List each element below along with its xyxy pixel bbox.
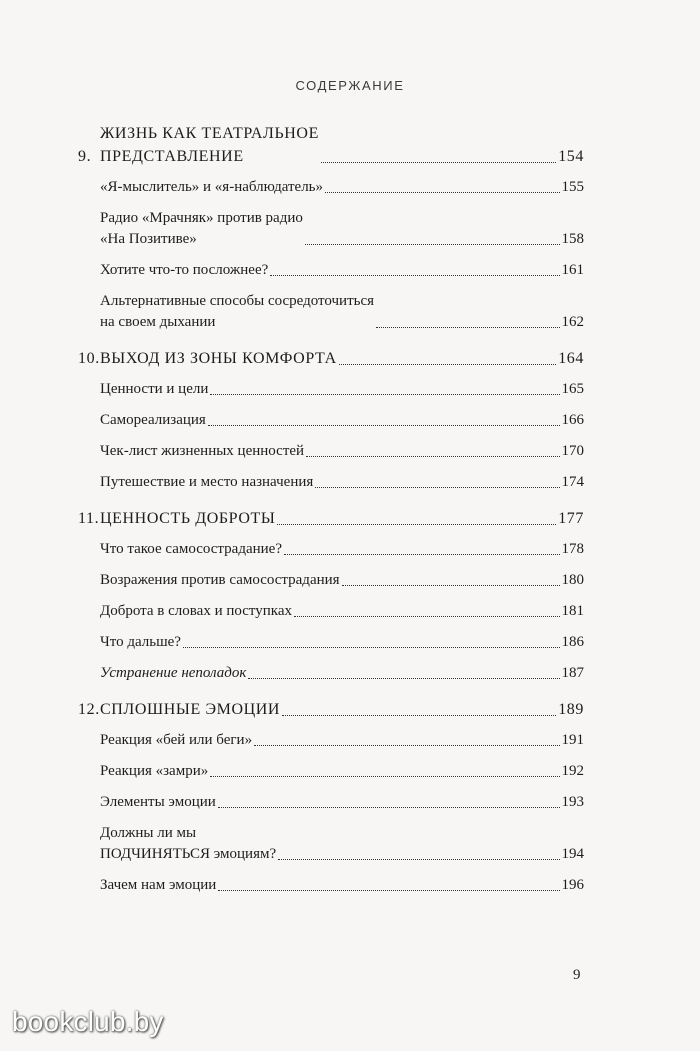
page-header: СОДЕРЖАНИЕ — [295, 78, 405, 93]
dot-leader — [376, 327, 559, 328]
entry-page: 155 — [561, 179, 584, 195]
chapter-title: ЖИЗНЬ КАК ТЕАТРАЛЬНОЕ ПРЕДСТАВЛЕНИЕ — [100, 125, 319, 165]
dot-leader — [183, 647, 560, 648]
toc-chapter — [78, 698, 584, 896]
chapter-title-row[interactable] — [78, 122, 584, 168]
chapter-title: ЦЕННОСТЬ ДОБРОТЫ — [100, 510, 276, 527]
dot-leader — [325, 192, 559, 193]
toc-entry[interactable] — [100, 823, 584, 865]
entry-title: Ценности и цели — [100, 381, 209, 397]
chapter-title-row[interactable] — [78, 698, 584, 721]
entry-title: Зачем нам эмоции — [100, 877, 217, 893]
toc-entry[interactable] — [100, 379, 584, 400]
toc-entry[interactable] — [100, 632, 584, 653]
chapter-title-row[interactable] — [78, 347, 584, 370]
dot-leader — [210, 776, 559, 777]
entry-page: 192 — [561, 763, 584, 779]
entry-title: Возражения против самосострадания — [100, 572, 340, 588]
toc-entry[interactable] — [100, 410, 584, 431]
entry-title: Самореализация — [100, 412, 206, 428]
dot-leader — [270, 275, 559, 276]
dot-leader — [210, 394, 559, 395]
entry-page: 170 — [561, 443, 584, 459]
entry-page: 162 — [561, 314, 584, 330]
chapter-number: 9. — [78, 148, 92, 165]
entry-title: Чек-лист жизненных ценностей — [100, 443, 305, 459]
entry-page: 194 — [561, 846, 584, 862]
dot-leader — [218, 890, 559, 891]
toc-entry[interactable] — [100, 539, 584, 560]
entry-title: Альтернативные способы сосредоточиться на своем дыхании — [100, 293, 375, 330]
table-of-contents — [78, 122, 584, 910]
dot-leader — [284, 554, 560, 555]
dot-leader — [294, 616, 559, 617]
toc-entry[interactable] — [100, 792, 584, 813]
entry-title: Реакция «замри» — [100, 763, 209, 779]
entry-page: 191 — [561, 732, 584, 748]
entry-title: Устранение неполадок — [100, 665, 247, 681]
entry-page: 166 — [561, 412, 584, 428]
dot-leader — [208, 425, 560, 426]
entry-page: 196 — [561, 877, 584, 893]
entry-page: 187 — [561, 665, 584, 681]
chapter-page: 164 — [558, 350, 584, 367]
dot-leader — [278, 859, 559, 860]
toc-entry[interactable] — [100, 208, 584, 250]
entry-title: Элементы эмоции — [100, 794, 216, 810]
dot-leader — [342, 585, 560, 586]
chapter-page: 154 — [558, 148, 584, 165]
chapter-number: 10. — [78, 350, 100, 367]
entry-page: 186 — [561, 634, 584, 650]
dot-leader — [282, 715, 556, 716]
toc-entry[interactable] — [100, 730, 584, 751]
entry-page: 165 — [561, 381, 584, 397]
chapter-title-row[interactable] — [78, 507, 584, 530]
dot-leader — [277, 524, 556, 525]
entry-title: Радио «Мрачняк» против радио «На Позитиве» — [100, 210, 303, 247]
dot-leader — [254, 745, 559, 746]
toc-entry[interactable] — [100, 761, 584, 782]
toc-chapter — [78, 507, 584, 684]
entry-page: 180 — [561, 572, 584, 588]
entry-page: 193 — [561, 794, 584, 810]
toc-entry[interactable] — [100, 570, 584, 591]
chapter-title: ВЫХОД ИЗ ЗОНЫ КОМФОРТА — [100, 350, 337, 367]
chapter-number: 11. — [78, 510, 100, 527]
toc-entry[interactable] — [100, 472, 584, 493]
toc-entry[interactable] — [100, 441, 584, 462]
dot-leader — [315, 487, 559, 488]
dot-leader — [339, 364, 556, 365]
entry-title: Что дальше? — [100, 634, 181, 650]
entry-page: 178 — [561, 541, 584, 557]
dot-leader — [248, 678, 559, 679]
entry-title: «Я-мыслитель» и «я-наблюдатель» — [100, 179, 324, 195]
entry-title: Должны ли мы ПОДЧИНЯТЬСЯ эмоциям? — [100, 825, 277, 862]
toc-entry[interactable] — [100, 875, 584, 896]
chapter-page: 177 — [558, 510, 584, 527]
entry-page: 181 — [561, 603, 584, 619]
toc-chapter — [78, 122, 584, 333]
toc-chapter — [78, 347, 584, 493]
dot-leader — [321, 162, 556, 163]
toc-entry[interactable] — [100, 663, 584, 684]
entry-page: 158 — [561, 231, 584, 247]
entry-title: Хотите что-то посложнее? — [100, 262, 269, 278]
chapter-page: 189 — [558, 701, 584, 718]
dot-leader — [305, 244, 560, 245]
chapter-number: 12. — [78, 701, 100, 718]
entry-page: 161 — [561, 262, 584, 278]
entry-page: 174 — [561, 474, 584, 490]
entry-title: Что такое самосострадание? — [100, 541, 282, 557]
toc-entry[interactable] — [100, 260, 584, 281]
entry-title: Путешествие и место назначения — [100, 474, 314, 490]
entry-title: Реакция «бей или беги» — [100, 732, 253, 748]
chapter-title: СПЛОШНЫЕ ЭМОЦИИ — [100, 701, 281, 718]
dot-leader — [218, 807, 560, 808]
page-number: 9 — [573, 967, 581, 983]
dot-leader — [306, 456, 559, 457]
toc-entry[interactable] — [100, 291, 584, 333]
toc-entry[interactable] — [100, 177, 584, 198]
entry-title: Доброта в словах и поступках — [100, 603, 293, 619]
watermark-logo: bookclub.by — [12, 1006, 164, 1037]
toc-entry[interactable] — [100, 601, 584, 622]
